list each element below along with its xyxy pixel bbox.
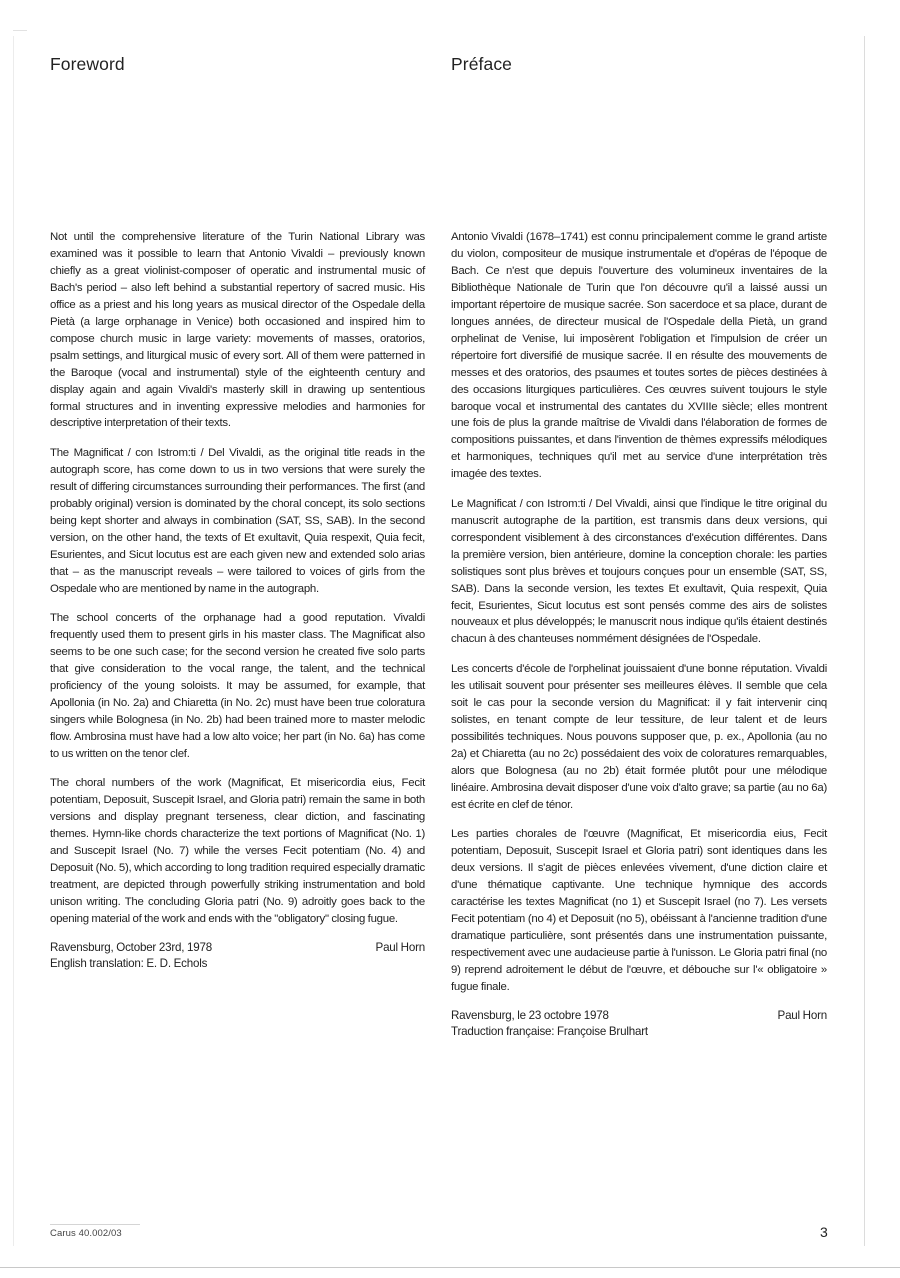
page-frame-top	[13, 30, 27, 31]
english-place-date: Ravensburg, October 23rd, 1978	[50, 941, 212, 955]
english-signature	[50, 940, 425, 972]
page-frame-left	[13, 36, 14, 1246]
english-column	[50, 229, 425, 972]
french-paragraph-3: Les concerts d'école de l'orphelinat jouissaient d'une bonne réputation. Vivaldi les utilisait souvent pour présenter ses meilleures élèves. Il semble que cela soit le cas pour la seconde version du Magnificat: il y fait intervenir cinq solistes, en tenant compte de leur tessiture, de leur talent et de leurs possibilités techniques. Nous pouvons supposer que, p. ex., Apollonia (au no 2a) et Chiaretta (au no 2c) possédaient des voix de coloratures remarquables, alors que Bolognesa (au no 2b) était formée plutôt pour une mélodique linéaire. Ambrosina devait disposer d'une voix d'alto grave; sa partie (au no 6a) est écrite en clef de ténor.	[451, 662, 827, 811]
french-translation-credit: Traduction française: Françoise Brulhart	[451, 1024, 648, 1038]
page-number: 3	[820, 1224, 828, 1240]
french-paragraph-2: Le Magnificat / con Istrom:ti / Del Vivaldi, ainsi que l'indique le titre original du manuscrit autographe de la partition, est transmis dans deux versions, qui correspondent visiblement à des circonstances d'exécution différentes. Dans la première version, bien antérieure, domine la conception chorale: les parties solistiques sont plus brèves et toujours conçues pour un ensemble (SAT, SS, SAB). Dans la seconde version, les textes Et exultavit, Quia respexit, Quia fecit, Esurientes, Sicut locutus est sont pensés comme des airs de solistes nouveaux et plus développés; le manuscrit nous indique qu'ils étaient destinés chacun à des chanteuses nommément désignées de l'Ospedale.	[451, 497, 827, 646]
foreword-heading: Foreword	[50, 54, 125, 74]
page-frame-bottom	[0, 1267, 900, 1268]
english-paragraph-4: The choral numbers of the work (Magnificat, Et misericordia eius, Fecit potentiam, Deposuit, Suscepit Israel, and Gloria patri) remain the same in both versions and display pregnant terseness, clear diction, and fascinating themes. Hymn-like chords characterize the text portions of Magnificat (No. 1) and Suscepit Israel (No. 7) while the verses Fecit potentiam (No. 4) and Deposuit (No. 5), which according to long tradition required especially dramatic treatment, are depicted through powerfully striking instrumentation and bold unison writing. The concluding Gloria patri (No. 9) adroitly goes back to the opening material of the work and ends with the "obligatory" closing fugue.	[50, 777, 425, 925]
french-author: Paul Horn	[777, 1008, 827, 1022]
french-signature	[451, 1008, 827, 1040]
english-paragraph-3: The school concerts of the orphanage had a good reputation. Vivaldi frequently used them to present girls in his master class. The Magnificat also seems to be one such case; for the second version he created five solo parts that give consideration to the vocal range, the talent, and the technical proficiency of the young soloists. It may be assumed, for example, that Apollonia (in No. 2a) and Chiaretta (in No. 2c) must have been true coloratura singers while Bolognesa (in No. 2b) had been trained more to master melodic flow. Ambrosina must have had a low alto voice; her part (in No. 6a) has come to us written on the tenor clef.	[50, 612, 425, 760]
french-column	[451, 229, 827, 1040]
page-frame-right	[864, 36, 865, 1246]
footer-rule	[50, 1224, 140, 1225]
english-translation-credit: English translation: E. D. Echols	[50, 957, 208, 971]
english-paragraph-2: The Magnificat / con Istrom:ti / Del Vivaldi, as the original title reads in the autograph score, has come down to us in two versions that were surely the result of differing circumstances surrounding their performances. The first (and probably original) version is dominated by the choral concept, its solo sections being kept shorter and always in combination (SAT, SS, SAB). In the second version, on the other hand, the texts of Et exultavit, Quia respexit, Quia fecit, Esurientes, and Sicut locutus est are each given new and extended solo arias that – as the manuscript reveals – were tailored to voices of girls from the Ospedale who are mentioned by name in the autograph.	[50, 446, 425, 595]
catalog-number: Carus 40.002/03	[50, 1228, 122, 1239]
english-paragraph-1: Not until the comprehensive literature of the Turin National Library was examined was it possible to learn that Antonio Vivaldi – previously known chiefly as a great violinist-composer of operatic and instrumental music of Bach's period – also left behind a substantial repertory of sacred music. His office as a priest and his long years as musical director of the Ospedale della Pietà (a large orphanage in Venice) both occasioned and inspired him to compose church music in large variety: movements of masses, oratorios, psalm settings, and liturgical music of every sort. All of them were patterned in the Baroque (vocal and instrumental) style of the eighteenth century and display again and again Vivaldi's masterly skill in drawing up sententious formal structures and in inventing expressive melodies and harmonies for descriptive interpretation of their texts.	[50, 231, 425, 430]
french-paragraph-4: Les parties chorales de l'œuvre (Magnificat, Et misericordia eius, Fecit potentiam, Deposuit, Suscepit Israel et Gloria patri) sont identiques dans les deux versions. Il s'agit de pièces enlevées vivement, d'une diction claire et d'une thématique captivante. Une technique hymnique des accords caractérise les textes Magnificat (no 1) et Suscepit Israel (no 7). Les versets Fecit potentiam (no 4) et Deposuit (no 5), obéissant à l'ancienne tradition d'une dramatique particulière, sont présentés dans une instrumentation puissante, respectivement avec une audacieuse partie à l'unisson. Le Gloria patri final (no 9) reprend adroitement le début de l'œuvre, et débouche sur l'« obligatoire » fugue finale.	[451, 827, 827, 993]
french-place-date: Ravensburg, le 23 octobre 1978	[451, 1008, 609, 1022]
preface-heading: Préface	[451, 54, 513, 74]
french-paragraph-1: Antonio Vivaldi (1678–1741) est connu principalement comme le grand artiste du violon, compositeur de musique instrumentale et d'opéras de l'époque de Bach. Ce n'est que depuis l'ouverture des volumineux inventaires de la Bibliothèque Nationale de Turin que l'on découvre qu'il a laissé aussi un important répertoire de musique sacrée. Son sacerdoce et sa place, durant de longues années, de directeur musical de l'Ospedale della Pietà, un grand orphelinat de Venise, lui imposèrent l'obligation et l'impulsion de créer un répertoire fort diversifié de musique sacrée. Il en résulte des mouvements de messes et des oratorios, des psaumes et toutes sortes de pièces destinées à des occasions liturgiques particulières. Ces œuvres suivent toujours le style baroque vocal et instrumental des cantates du XVIIIe siècle; elles montrent une fois de plus la grande maîtrise de Vivaldi dans l'élaboration de formes de compositions puissantes, et dans l'invention de thèmes expressifs mélodiques et harmoniques, techniques qu'il met au service d'une interprétation très imagée des textes.	[451, 231, 827, 481]
english-author: Paul Horn	[375, 941, 425, 955]
